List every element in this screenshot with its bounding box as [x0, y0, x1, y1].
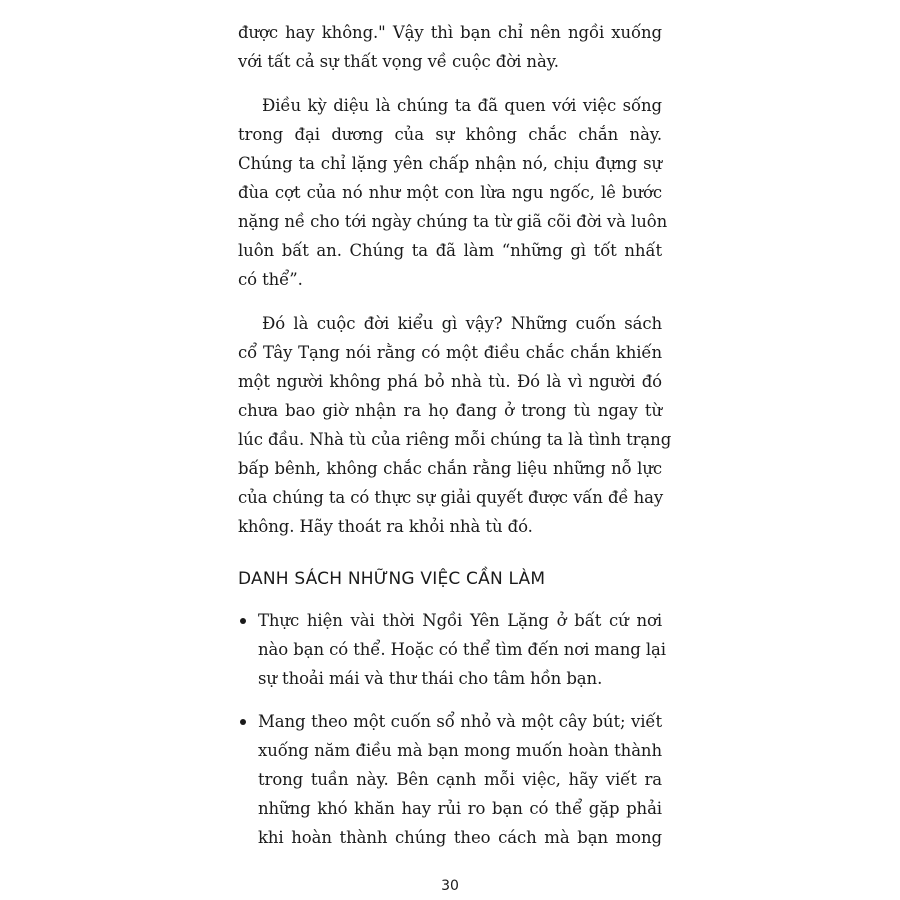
text-line: Điều kỳ diệu là chúng ta đã quen với việc sống [262, 96, 662, 115]
text-line: Đó là cuộc đời kiểu gì vậy? Những cuốn sách [262, 314, 662, 333]
book-page [238, 18, 672, 866]
text-line: của chúng ta có thực sự giải quyết được vấn đề hay [238, 488, 664, 507]
bullet-item-2 [238, 707, 662, 852]
text-line: một người không phá bỏ nhà tù. Đó là vì người đó [238, 372, 662, 391]
paragraph-1 [238, 18, 662, 76]
section-heading: DANH SÁCH NHỮNG VIỆC CẦN LÀM [238, 569, 546, 589]
text-line: khi hoàn thành chúng theo cách mà bạn mong [258, 828, 662, 847]
text-line: trong đại dương của sự không chắc chắn này. [238, 125, 662, 144]
text-line: lúc đầu. Nhà tù của riêng mỗi chúng ta là tình trạng [238, 430, 672, 449]
text-line: trong tuần này. Bên cạnh mỗi việc, hãy viết ra [258, 770, 662, 789]
text-line: Thực hiện vài thời Ngồi Yên Lặng ở bất cứ nơi [258, 611, 662, 630]
text-line: với tất cả sự thất vọng về cuộc đời này. [238, 52, 559, 71]
page-number: 30 [441, 878, 459, 894]
bullet-icon [240, 618, 246, 624]
paragraph-2 [238, 91, 668, 294]
text-line: luôn bất an. Chúng ta đã làm “những gì tốt nhất [238, 241, 662, 260]
text-line: Chúng ta chỉ lặng yên chấp nhận nó, chịu đựng sự [238, 154, 662, 173]
text-line: những khó khăn hay rủi ro bạn có thể gặp phải [258, 799, 662, 818]
text-line: xuống năm điều mà bạn mong muốn hoàn thành [258, 741, 662, 760]
text-line: được hay không." Vậy thì bạn chỉ nên ngồi xuống [238, 23, 662, 42]
paragraph-3 [238, 309, 672, 541]
text-line: đùa cợt của nó như một con lừa ngu ngốc, lê bước [238, 183, 662, 202]
text-line: sự thoải mái và thư thái cho tâm hồn bạn. [258, 669, 603, 688]
text-line: Mang theo một cuốn sổ nhỏ và một cây bút; viết [258, 712, 662, 731]
text-line: không. Hãy thoát ra khỏi nhà tù đó. [238, 517, 533, 536]
text-line: có thể”. [238, 270, 303, 289]
text-line: cổ Tây Tạng nói rằng có một điều chắc chắn khiến [238, 343, 662, 362]
text-line: bấp bênh, không chắc chắn rằng liệu những nỗ lực [238, 459, 662, 478]
bullet-item-1 [238, 606, 666, 693]
bullet-icon [240, 719, 246, 725]
text-line: nặng nề cho tới ngày chúng ta từ giã cõi đời và luôn [238, 212, 668, 231]
text-line: nào bạn có thể. Hoặc có thể tìm đến nơi mang lại [258, 640, 666, 659]
text-line: chưa bao giờ nhận ra họ đang ở trong tù ngay từ [238, 401, 662, 420]
